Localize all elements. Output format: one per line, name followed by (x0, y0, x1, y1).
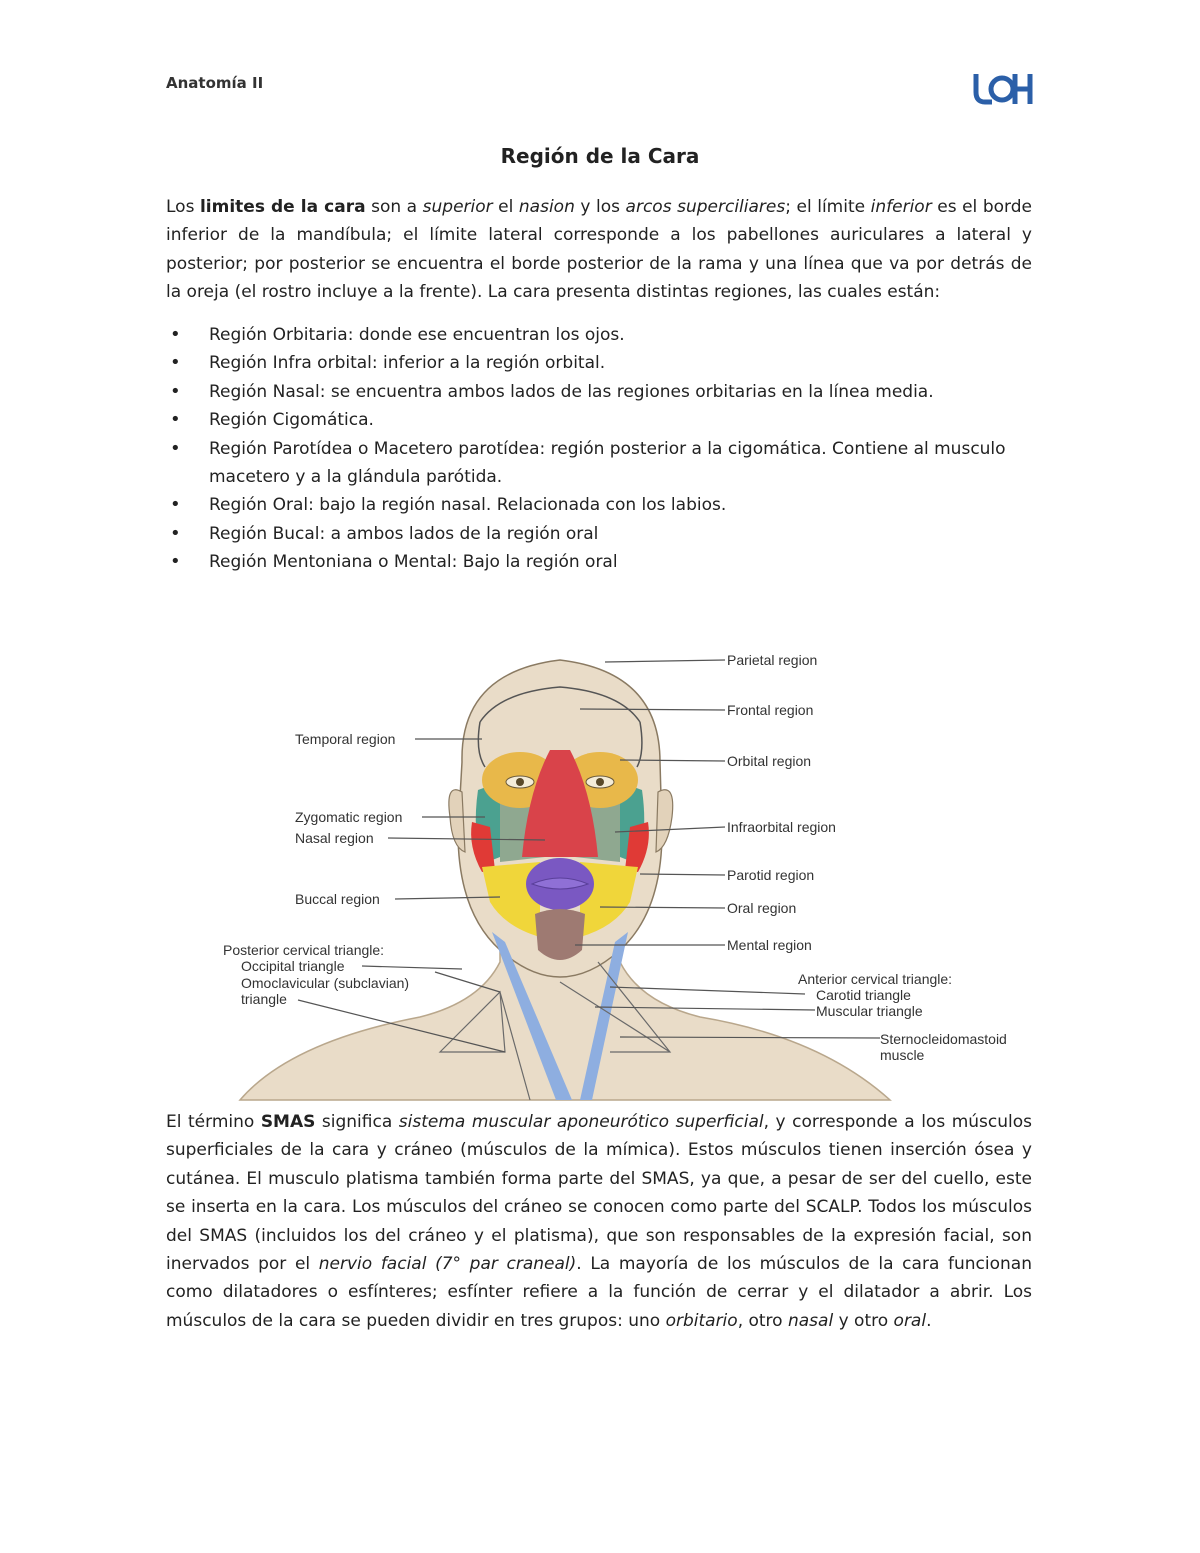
face-regions-illustration (200, 632, 1040, 1102)
mental-region-shape (535, 909, 585, 960)
label-occipital-triangle: Occipital triangle (241, 958, 345, 974)
list-item: • Región Nasal: se encuentra ambos lados de las regiones orbitarias en la línea media. (166, 378, 1032, 406)
label-posterior-cervical-triangle: Posterior cervical triangle: (223, 942, 385, 958)
label-orbital-region: Orbital region (727, 753, 812, 769)
label-oral-region: Oral region (727, 900, 797, 916)
document-header-title: Anatomía II (166, 74, 264, 92)
label-zygomatic-region: Zygomatic region (295, 809, 403, 825)
list-item: • Región Parotídea o Macetero parotídea: región posterior a la cigomática. Contiene al musculo macetero y a la glándula parótida. (166, 435, 1032, 492)
smas-paragraph: El término SMAS significa sistema muscular aponeurótico superficial, y corresponde a los músculos superficiales de la cara y cráneo (músculos de la mímica). Estos músculos tienen inserción ósea y cutánea. El musculo platisma también forma parte del SMAS, ya que, a pesar de ser del cuello, este se inserta en la cara. Los músculos del cráneo se conocen como parte del SCALP. Todos los músculos del SMAS (incluidos los del cráneo y el platisma), que son responsables de la expresión facial, son inervados por el nervio facial (7° par craneal). La mayoría de los músculos de la cara funcionan como dilatadores o esfínteres; esfínter refiere a la función de cerrar y el dilatador a abrir. Los músculos de la cara se pueden dividir en tres grupos: uno orbitario, otro nasal y otro oral. (166, 1112, 1033, 1331)
region-list (166, 321, 1032, 577)
right-ear-shape (656, 790, 673, 852)
page-title: Región de la Cara (500, 144, 700, 168)
list-item: • Región Mentoniana o Mental: Bajo la región oral (166, 548, 1032, 576)
list-item: • Región Bucal: a ambos lados de la región oral (166, 520, 1032, 548)
label-frontal-region: Frontal region (727, 702, 814, 718)
label-anterior-cervical-triangle: Anterior cervical triangle: (798, 971, 953, 987)
label-parietal-region: Parietal region (727, 652, 818, 668)
label-nasal-region: Nasal region (295, 830, 374, 846)
left-ear-shape (449, 790, 465, 852)
label-omoclavicular-triangle-cont: triangle (241, 991, 287, 1007)
label-temporal-region: Temporal region (295, 731, 396, 747)
label-sternocleidomastoid-muscle: muscle (880, 1047, 925, 1063)
list-item: • Región Oral: bajo la región nasal. Relacionada con los labios. (166, 491, 1032, 519)
intro-paragraph: Los limites de la cara son a superior el nasion y los arcos superciliares; el límite inferior es el borde inferior de la mandíbula; el límite lateral corresponde a los pabellones auriculares a lateral y posterior; por posterior se encuentra el borde posterior de la rama y una línea que va por detrás de la oreja (el rostro incluye a la frente). La cara presenta distintas regiones, las cuales están: (166, 197, 1032, 303)
label-parotid-region: Parotid region (727, 867, 815, 883)
label-buccal-region: Buccal region (295, 891, 380, 907)
face-regions-figure (200, 632, 1040, 1102)
label-sternocleidomastoid: Sternocleidomastoid (880, 1031, 1007, 1047)
label-muscular-triangle: Muscular triangle (816, 1003, 923, 1019)
label-omoclavicular-triangle: Omoclavicular (subclavian) (241, 975, 410, 991)
label-carotid-triangle: Carotid triangle (816, 987, 911, 1003)
uoh-logo-icon (972, 72, 1034, 106)
label-mental-region: Mental region (727, 937, 812, 953)
list-item: • Región Orbitaria: donde ese encuentran los ojos. (166, 321, 1032, 349)
list-item: • Región Cigomática. (166, 406, 1032, 434)
label-infraorbital-region: Infraorbital region (727, 819, 836, 835)
list-item: • Región Infra orbital: inferior a la región orbital. (166, 349, 1032, 377)
